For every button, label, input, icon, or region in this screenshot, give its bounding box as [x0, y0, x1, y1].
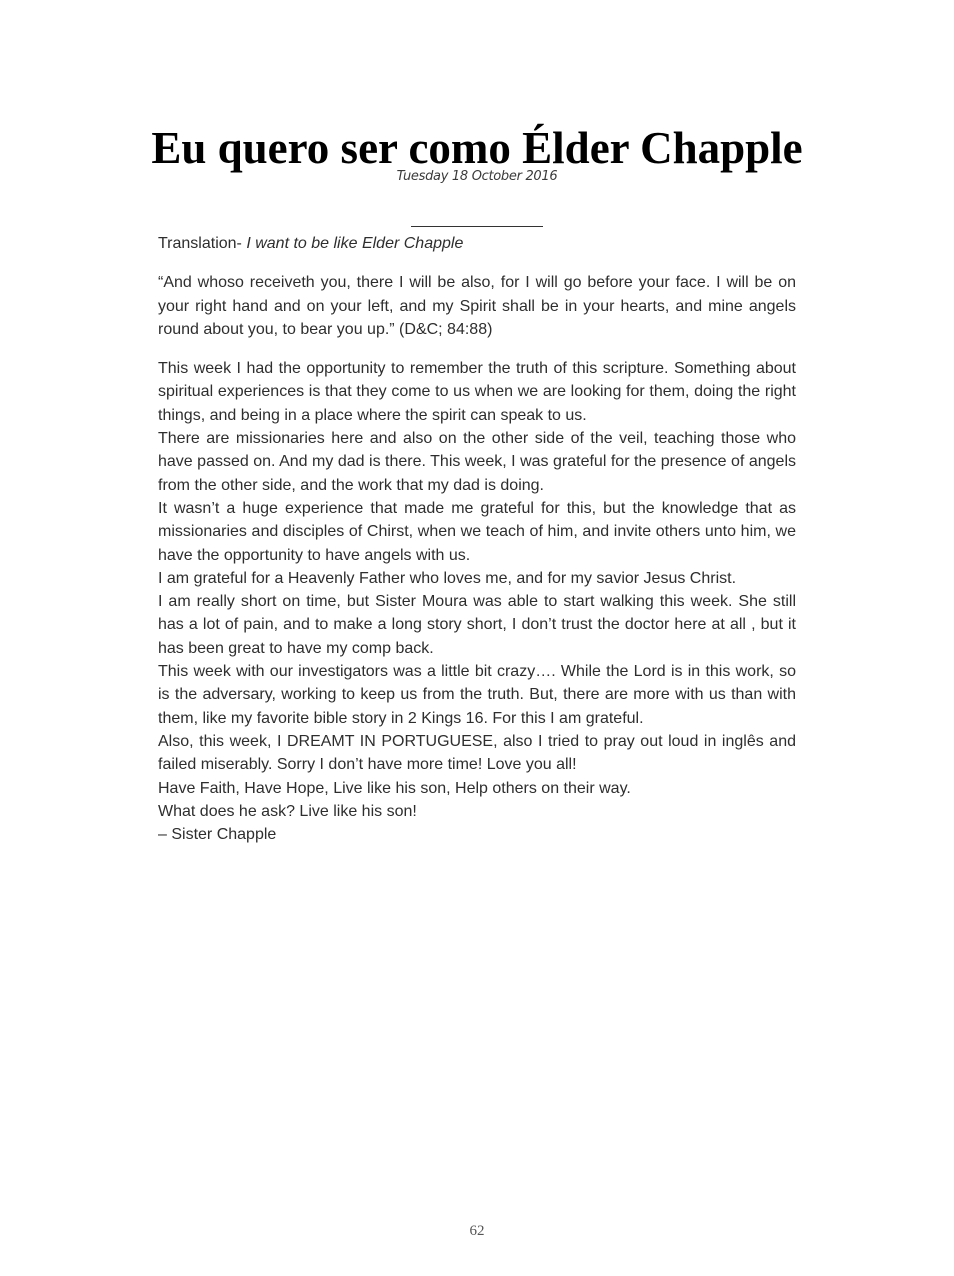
page-number: 62 — [469, 1223, 485, 1239]
translation-line — [158, 232, 796, 255]
paragraph: This week with our investigators was a little bit crazy…. While the Lord is in this work, so is the adversary, working to keep us from the truth. But, there are more with us than with them, like my favorite bible story in 2 Kings 16. For this I am grateful. — [158, 663, 796, 727]
translation-text: I want to be like Elder Chapple — [246, 235, 464, 252]
paragraph: It wasn’t a huge experience that made me grateful for this, but the knowledge that as missionaries and disciples of Chirst, when we teach of him, and invite others unto him, we have the opportunity to have angels with us. — [158, 499, 796, 564]
divider — [411, 226, 543, 227]
translation-prefix: Translation- — [158, 235, 247, 252]
paragraph: Have Faith, Have Hope, Live like his son, Help others on their way. — [158, 779, 631, 797]
paragraph: This week I had the opportunity to remember the truth of this scripture. Something about spiritual experiences is that they come to us when we are looking for them, doing the right things, and being in a place where the spirit can speak to us. — [158, 360, 796, 424]
paragraph: Also, this week, I DREAMT IN PORTUGUESE, also I tried to pray out loud in inglês and failed miserably. Sorry I don’t have more time! Love you all! — [158, 732, 796, 774]
post-date: Tuesday 18 October 2016 — [396, 169, 558, 184]
paragraph: I am really short on time, but Sister Moura was able to start walking this week. She still has a lot of pain, and to make a long story short, I don’t trust the doctor here at all , but it has been great to have my comp back. — [158, 593, 796, 657]
paragraph: What does he ask? Live like his son! — [158, 802, 417, 820]
page-title: Eu quero ser como Élder Chapple — [151, 123, 803, 173]
scripture-quote: “And whoso receiveth you, there I will be also, for I will go before your face. I will be on your right hand and on your left, and my Spirit shall be in your hearts, and mine angels round about you, to bear you up.” (D&C; 84:88) — [158, 274, 796, 338]
paragraph: I am grateful for a Heavenly Father who loves me, and for my savior Jesus Christ. — [158, 569, 737, 587]
paragraph: There are missionaries here and also on the other side of the veil, teaching those who have passed on. And my dad is there. This week, I was grateful for the presence of angels from the other side, and the work that my dad is doing. — [158, 430, 796, 494]
signature: – Sister Chapple — [158, 826, 277, 844]
article-body — [158, 232, 796, 846]
